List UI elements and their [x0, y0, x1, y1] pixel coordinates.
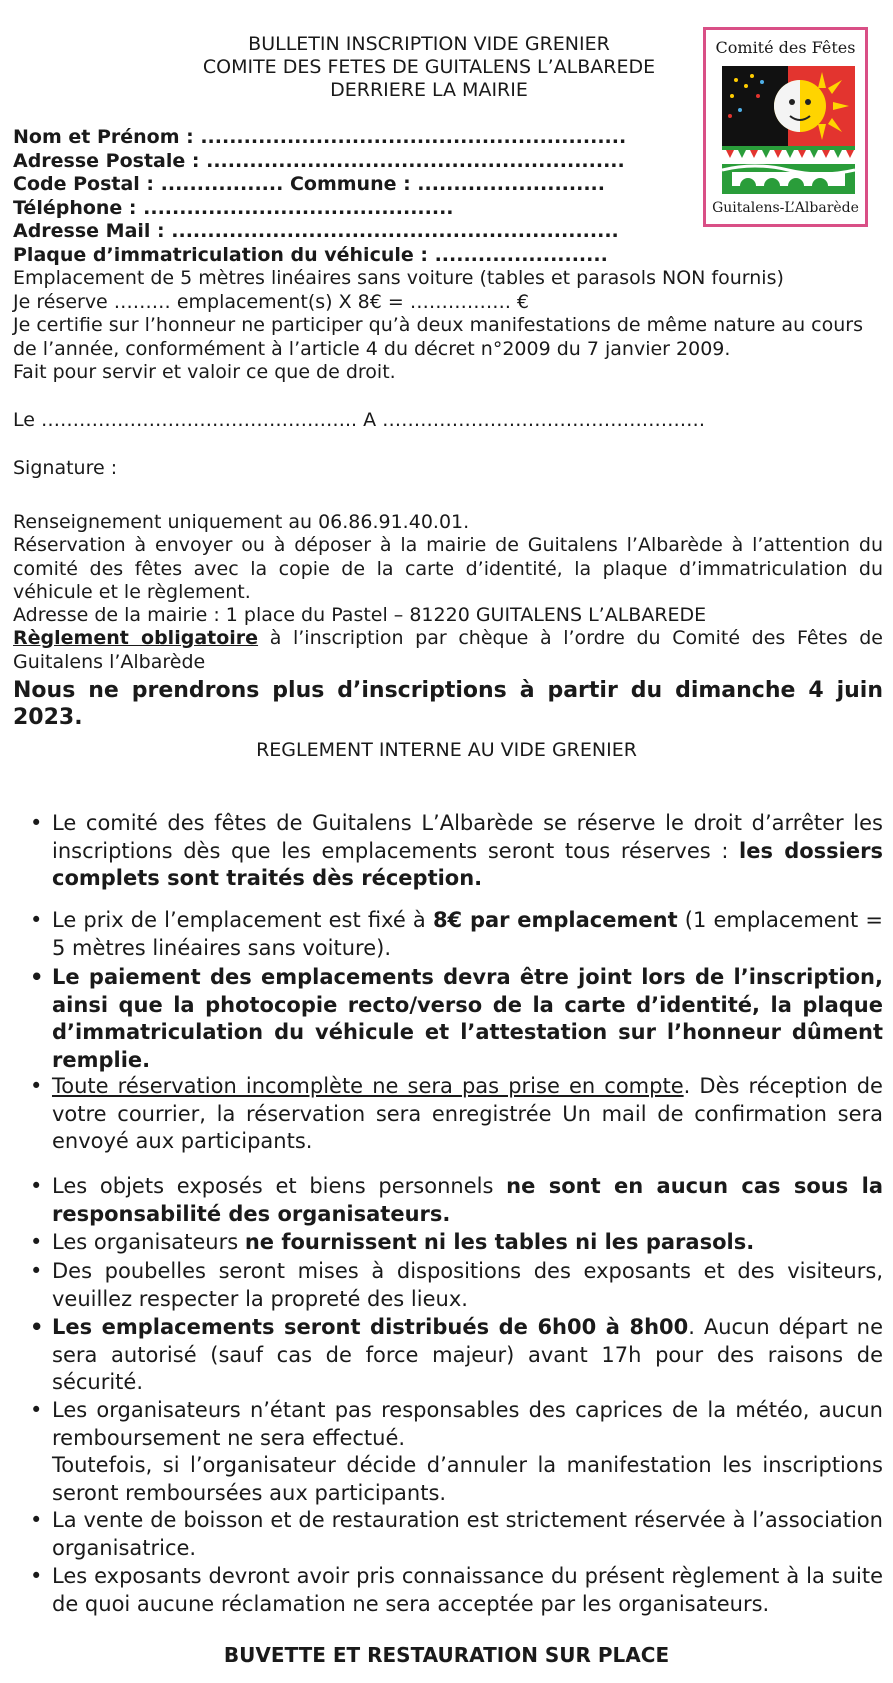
payment-details: à l’inscription par chèque à l’ordre du Comité des Fêtes de Guitalens l’Albarède [13, 627, 883, 673]
rule-8-bold: Les emplacements seront distribués de 6h00 à 8h00 [52, 1315, 689, 1339]
email-field[interactable]: Adresse Mail : .............................................................. [13, 220, 619, 242]
rule-5-text: Les objets exposés et biens personnels [52, 1174, 507, 1198]
rule-item-3: • Le paiement des emplacements devra être joint lors de l’inscription, ainsi que la photocopie recto/verso de la carte d’identité, la plaque d’immatriculation du véhicule et l’attestation sur l’honneur dûment remplie. [30, 964, 883, 1074]
town-hall-address: Adresse de la mairie : 1 place du Pastel – 81220 GUITALENS L’ALBAREDE [13, 604, 707, 626]
rule-item-8: • Les emplacements seront distribués de 6h00 à 8h00. Aucun départ ne sera autorisé (sauf cas de force majeur) avant 17h pour des raisons de sécurité. [30, 1315, 883, 1394]
signature-label: Signature : [13, 457, 118, 479]
spot-description: Emplacement de 5 mètres linéaires sans voiture (tables et parasols NON fournis) [13, 267, 784, 289]
rule-11-text: Les exposants devront avoir pris connaissance du présent règlement à la suite de quoi aucune réclamation ne sera acceptée par les organisateurs. [52, 1564, 883, 1616]
rule-9-text: Les organisateurs n’étant pas responsables des caprices de la météo, aucun remboursement ne sera effectué. [52, 1398, 883, 1450]
rule-8-text: . Aucun départ ne sera autorisé (sauf cas de force majeur) avant 17h pour des raisons de sécurité. [52, 1315, 883, 1394]
header-line-3: DERRIERE LA MAIRIE [330, 79, 528, 101]
logo-bottom-text: Guitalens-L’Albarède [712, 200, 859, 216]
rule-1-bold: les dossiers complets sont traités dès réception. [52, 838, 883, 890]
footer-note: BUVETTE ET RESTAURATION SUR PLACE [223, 1643, 670, 1667]
rule-item-11: • Les exposants devront avoir pris connaissance du présent règlement à la suite de quoi aucune réclamation ne sera acceptée par les organisateurs. [30, 1563, 883, 1618]
rule-5-bold: ne sont en aucun cas sous la responsabilité des organisateurs. [52, 1174, 883, 1226]
name-field[interactable]: Nom et Prénom : ........................................................... [13, 126, 627, 148]
rule-2-details: (1 emplacement = 5 mètres linéaires sans voiture). [52, 908, 883, 960]
header-line-1: BULLETIN INSCRIPTION VIDE GRENIER [248, 33, 610, 55]
registration-form [13, 126, 883, 385]
rule-9-refund: Toutefois, si l’organisateur décide d’annuler la manifestation les inscriptions seront remboursées aux participants. [52, 1453, 883, 1505]
legal-statement: Fait pour servir et valoir ce que de droit. [13, 361, 396, 383]
rule-4-underlined: Toute réservation incomplète ne sera pas prise en compte [52, 1074, 684, 1098]
rule-4-text: . Dès réception de votre courrier, la réservation sera enregistrée Un mail de confirmation sera envoyé aux participants. [52, 1074, 883, 1153]
postal-code-commune-field[interactable]: Code Postal : ................. Commune : .......................... [13, 173, 605, 195]
logo-top-text: Comité des Fêtes [715, 38, 856, 57]
payment-required-label: Règlement obligatoire [13, 627, 259, 649]
rule-1-text: Le comité des fêtes de Guitalens L’Albarède se réserve le droit d’arrêter les inscriptions dès que les emplacements seront tous réserves : [52, 811, 883, 863]
rule-6-bold: ne fournissent ni les tables ni les parasols. [244, 1230, 755, 1254]
rule-7-text: Des poubelles seront mises à dispositions des exposants et des visiteurs, veuillez respecter la propreté des lieux. [52, 1259, 883, 1311]
rules-title: REGLEMENT INTERNE AU VIDE GRENIER [256, 739, 637, 761]
honor-certification: Je certifie sur l’honneur ne participer qu’à deux manifestations de même nature au cours de l’année, conformément à l’article 4 du décret n°2009 du 7 janvier 2009. [13, 314, 863, 360]
header-line-2: COMITE DES FETES DE GUITALENS L’ALBAREDE [202, 56, 656, 78]
deadline-warning: Nous ne prendrons plus d’inscriptions à partir du dimanche 4 juin 2023. [13, 678, 883, 730]
license-plate-field[interactable]: Plaque d’immatriculation du véhicule : ........................ [13, 243, 608, 266]
rule-2-text: Le prix de l’emplacement est fixé à [52, 908, 433, 932]
rule-10-text: La vente de boisson et de restauration est strictement réservée à l’association organisatrice. [52, 1508, 883, 1560]
rule-item-9: • Les organisateurs n’étant pas responsables des caprices de la météo, aucun remboursement ne sera effectué. Toutefois, si l’organisateur décide d’annuler la manifestation les inscriptions seront remboursées aux participants. [30, 1398, 883, 1505]
rule-item-5: • Les objets exposés et biens personnels ne sont en aucun cas sous la responsabilité des organisateurs. [30, 1174, 883, 1226]
reservation-instructions: Réservation à envoyer ou à déposer à la mairie de Guitalens l’Albarède à l’attention du comité des fêtes avec la copie de la carte d’identité, la plaque d’immatriculation du véhicule et le règlement. [13, 534, 883, 603]
address-field[interactable]: Adresse Postale : .......................................................... [13, 149, 625, 172]
rule-item-1: • Le comité des fêtes de Guitalens L’Albarède se réserve le droit d’arrêter les inscriptions dès que les emplacements seront tous réserves : les dossiers complets sont traités dès réception. [30, 811, 883, 890]
header [200, 33, 658, 102]
payment-info [13, 627, 883, 674]
rule-6-text: Les organisateurs [52, 1230, 245, 1254]
rule-item-4: • Toute réservation incomplète ne sera pas prise en compte. Dès réception de votre courrier, la réservation sera enregistrée Un mail de confirmation sera envoyé aux participants. [30, 1074, 883, 1153]
date-place-field[interactable]: Le ………………………………………….. A …………………………………………… [13, 409, 706, 431]
rule-item-10: • La vente de boisson et de restauration est strictement réservée à l’association organisatrice. [30, 1507, 883, 1562]
rule-3-text: Le paiement des emplacements devra être joint lors de l’inscription, ainsi que la photocopie recto/verso de la carte d’identité, la plaque d’immatriculation du véhicule et l’attestation sur l’honneur dûment remplie. [52, 965, 883, 1072]
rule-item-2: • Le prix de l’emplacement est fixé à 8€ par emplacement (1 emplacement = 5 mètres linéaires sans voiture). [30, 908, 883, 960]
phone-field[interactable]: Téléphone : ........................................... [13, 196, 454, 219]
contact-info: Renseignement uniquement au 06.86.91.40.01. [13, 511, 470, 533]
rule-item-6: • Les organisateurs ne fournissent ni les tables ni les parasols. [30, 1230, 755, 1254]
rule-2-price: 8€ par emplacement [432, 908, 678, 932]
rule-item-7: • Des poubelles seront mises à dispositions des exposants et des visiteurs, veuillez respecter la propreté des lieux. [30, 1258, 883, 1313]
reservation-count-field[interactable]: Je réserve ……… emplacement(s) X 8€ = ……………. € [13, 290, 529, 313]
